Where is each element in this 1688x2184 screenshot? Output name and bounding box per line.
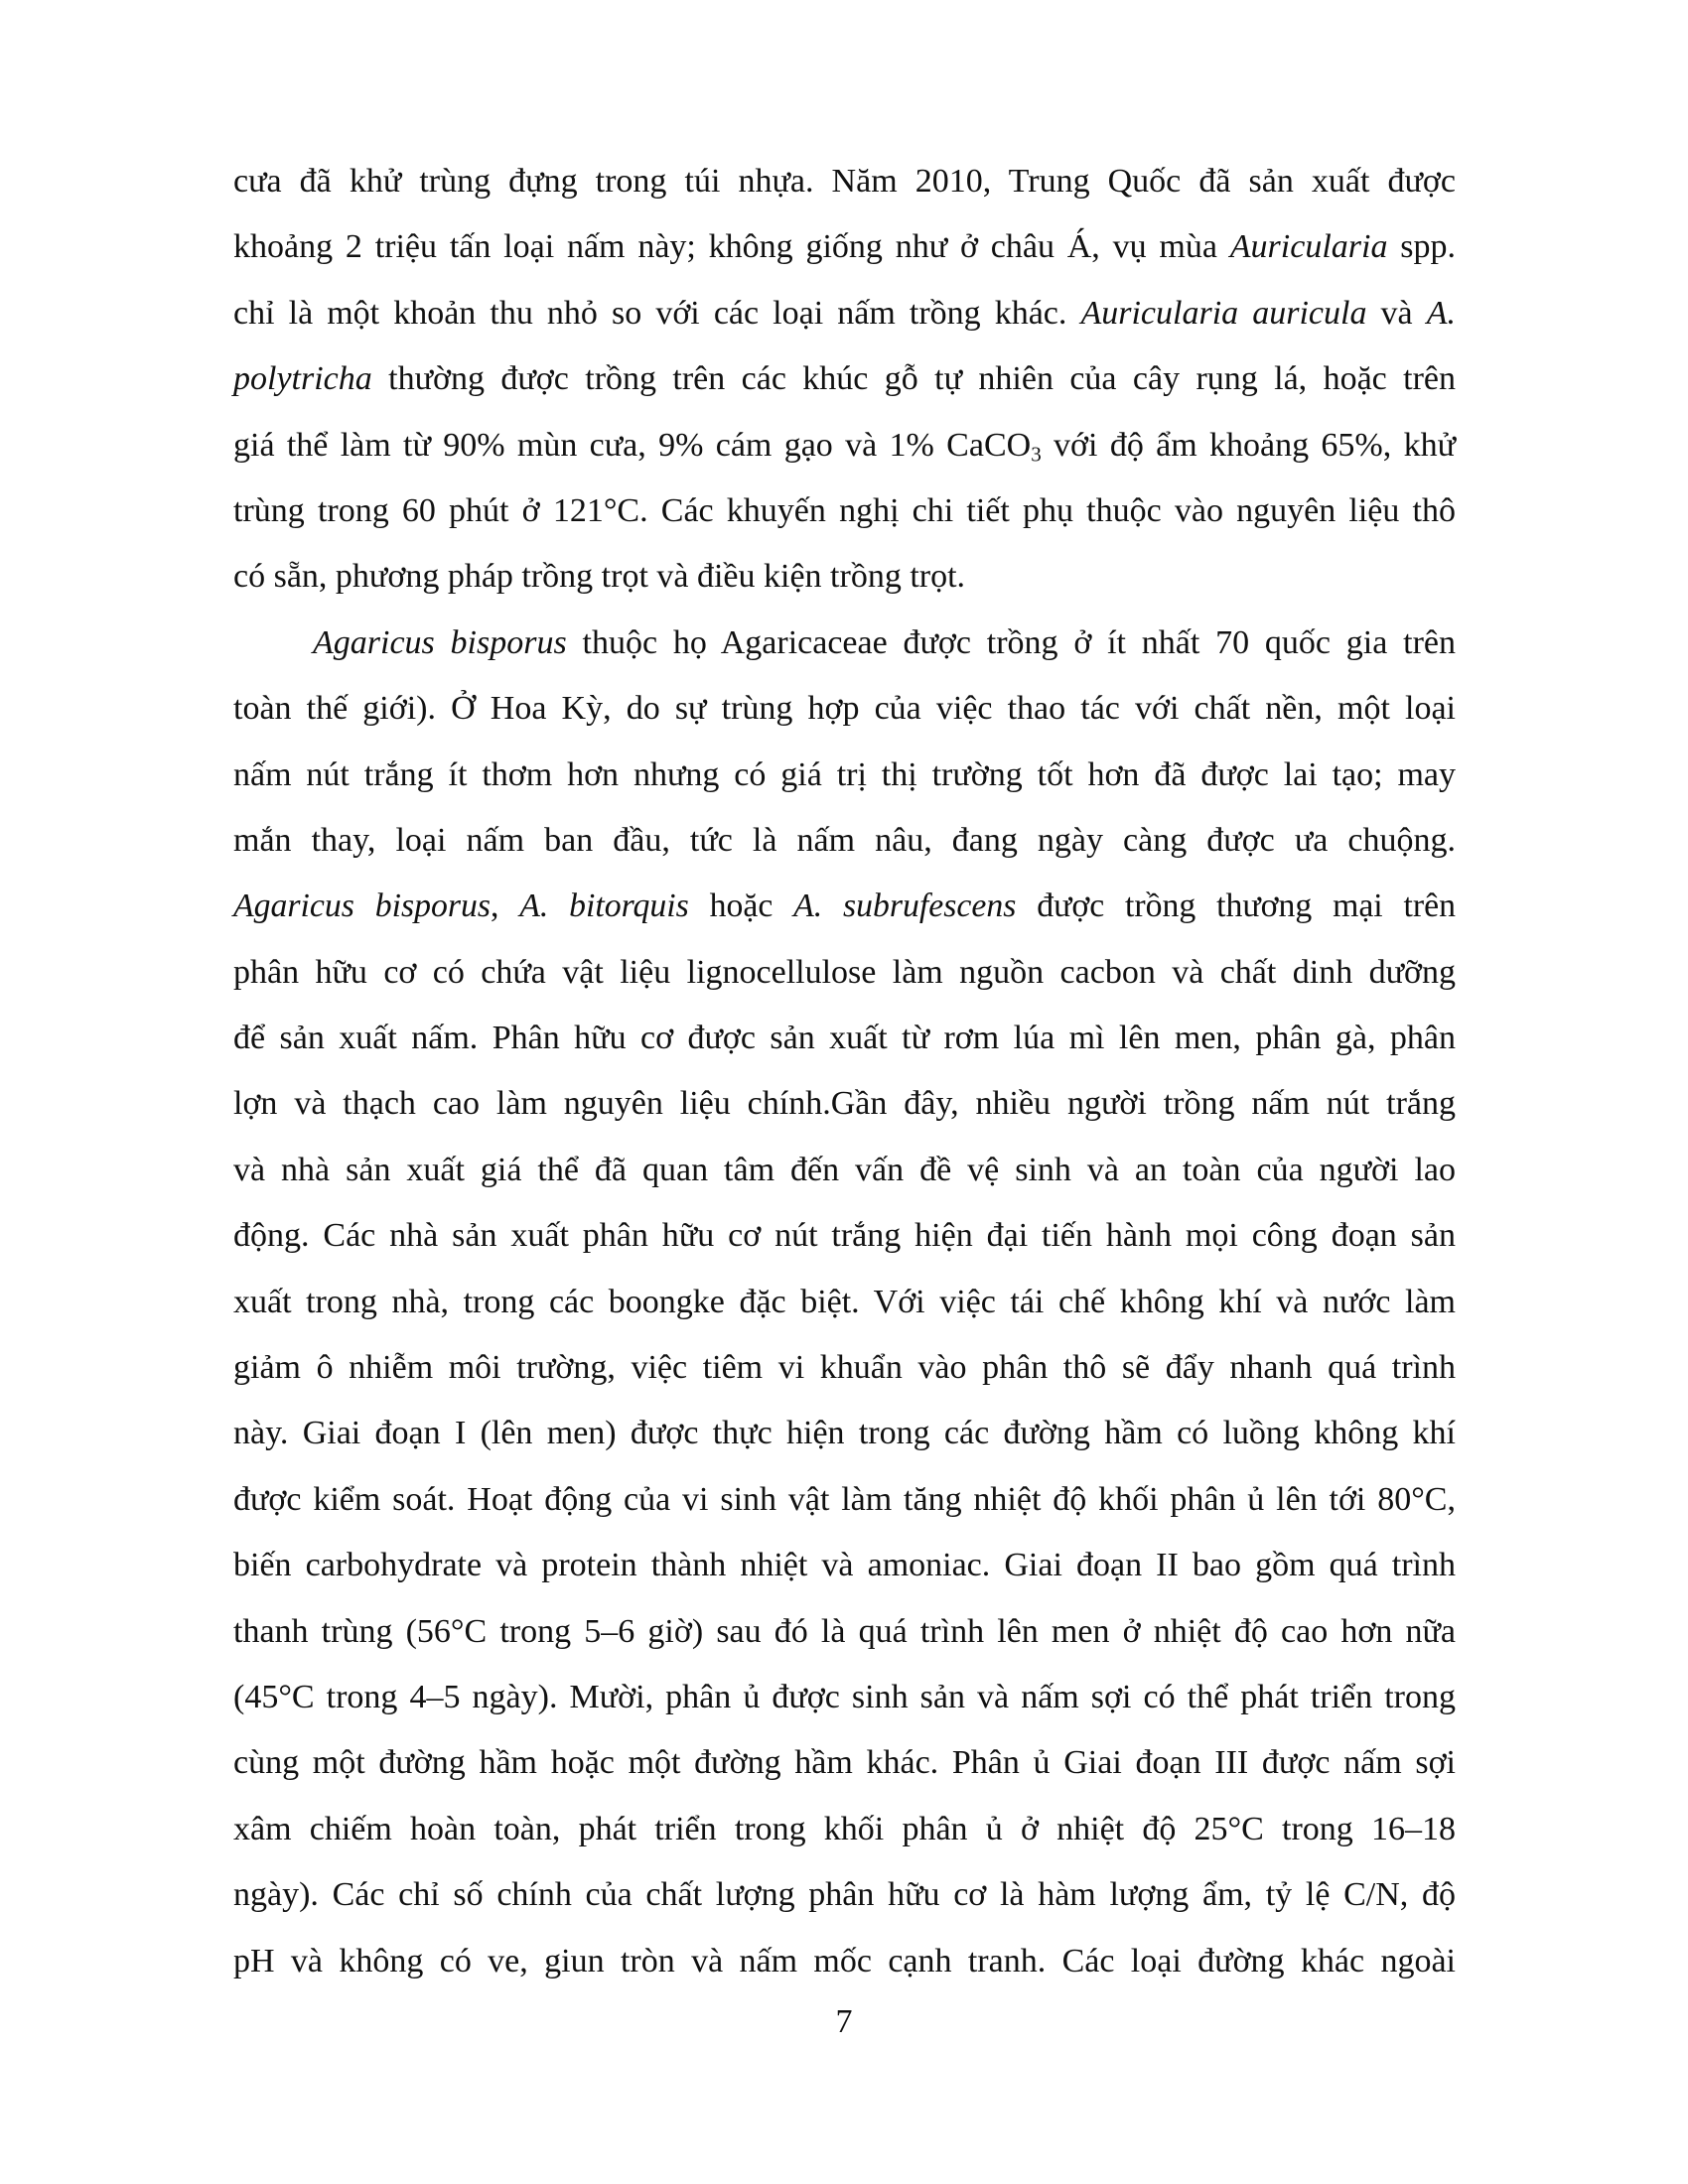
- text-line: lợn và thạch cao làm nguyên liệu chính.Gần đây, nhiều người trồng nấm nút trắng: [233, 1085, 1456, 1123]
- text-line: biến carbohydrate và protein thành nhiệt và amoniac. Giai đoạn II bao gồm quá trình: [233, 1547, 1456, 1584]
- text-line: phân hữu cơ có chứa vật liệu lignocellulose làm nguồn cacbon và chất dinh dưỡng: [233, 953, 1456, 991]
- species-name: A. subrufescens: [793, 887, 1017, 925]
- text-line: này. Giai đoạn I (lên men) được thực hiện trong các đường hầm có luồng không khí: [233, 1415, 1456, 1452]
- text-line: thanh trùng (56°C trong 5–6 giờ) sau đó là quá trình lên men ở nhiệt độ cao hơn nữa: [233, 1612, 1456, 1650]
- body-text: [233, 149, 1456, 1994]
- text-line: khoảng 2 triệu tấn loại nấm này; không giống như ở châu Á, vụ mùa Auricularia spp.: [233, 228, 1456, 266]
- paragraph-auricularia: [233, 149, 1456, 611]
- text-line: (45°C trong 4–5 ngày). Mười, phân ủ được sinh sản và nấm sợi có thể phát triển trong: [233, 1678, 1456, 1715]
- text-line: cưa đã khử trùng đựng trong túi nhựa. Năm 2010, Trung Quốc đã sản xuất được: [233, 163, 1456, 200]
- subscript: 3: [1031, 441, 1042, 466]
- text-line: chỉ là một khoản thu nhỏ so với các loại nấm trồng khác. Auricularia auricula và A.: [233, 294, 1456, 332]
- text-line: để sản xuất nấm. Phân hữu cơ được sản xuất từ rơm lúa mì lên men, phân gà, phân: [233, 1020, 1456, 1057]
- species-name: Agaricus bisporus: [233, 887, 491, 925]
- text-line: giá thể làm từ 90% mùn cưa, 9% cám gạo và 1% CaCO$_3$ với độ ẩm khoảng 65%, khử: [233, 426, 1456, 466]
- text-line: cùng một đường hầm hoặc một đường hầm khác. Phân ủ Giai đoạn III được nấm sợi: [233, 1744, 1456, 1782]
- text-line: và nhà sản xuất giá thể đã quan tâm đến vấn đề vệ sinh và an toàn của người lao: [233, 1151, 1456, 1188]
- species-name: Agaricus bisporus: [313, 623, 567, 661]
- text-line: Agaricus bisporus thuộc họ Agaricaceae được trồng ở ít nhất 70 quốc gia trên: [313, 623, 1456, 661]
- text-line: có sẵn, phương pháp trồng trọt và điều kiện trồng trọt.: [233, 558, 966, 596]
- text-line: ngày). Các chỉ số chính của chất lượng phân hữu cơ là hàm lượng ẩm, tỷ lệ C/N, độ: [233, 1876, 1456, 1914]
- species-name: Auricularia auricula: [1080, 294, 1367, 332]
- text-line: xâm chiếm hoàn toàn, phát triển trong khối phân ủ ở nhiệt độ 25°C trong 16–18: [233, 1810, 1456, 1847]
- species-name: polytricha: [233, 360, 372, 398]
- species-name: A. bitorquis: [519, 887, 689, 925]
- text-line: polytricha thường được trồng trên các khúc gỗ tự nhiên của cây rụng lá, hoặc trên: [233, 360, 1456, 398]
- text-line: được kiểm soát. Hoạt động của vi sinh vật làm tăng nhiệt độ khối phân ủ lên tới 80°C,: [233, 1480, 1456, 1518]
- text-line: động. Các nhà sản xuất phân hữu cơ nút trắng hiện đại tiến hành mọi công đoạn sản: [233, 1217, 1456, 1255]
- text-line: trùng trong 60 phút ở 121°C. Các khuyến nghị chi tiết phụ thuộc vào nguyên liệu thô: [233, 491, 1456, 529]
- text-line: Agaricus bisporus, A. bitorquis hoặc A. subrufescens được trồng thương mại trên: [233, 887, 1456, 925]
- species-name: Auricularia: [1229, 228, 1388, 266]
- text-line: giảm ô nhiễm môi trường, việc tiêm vi khuẩn vào phân thô sẽ đẩy nhanh quá trình: [233, 1349, 1456, 1387]
- paragraph-agaricus: [233, 611, 1456, 1994]
- page-number: 7: [835, 2003, 853, 2040]
- text-line: toàn thế giới). Ở Hoa Kỳ, do sự trùng hợp của việc thao tác với chất nền, một loại: [233, 690, 1456, 728]
- text-line: nấm nút trắng ít thơm hơn nhưng có giá trị thị trường tốt hơn đã được lai tạo; may: [233, 755, 1456, 793]
- text-line: mắn thay, loại nấm ban đầu, tức là nấm nâu, đang ngày càng được ưa chuộng.: [233, 821, 1456, 859]
- text-line: pH và không có ve, giun tròn và nấm mốc cạnh tranh. Các loại đường khác ngoài: [233, 1942, 1456, 1979]
- species-name: A.: [1426, 294, 1456, 332]
- text-line: xuất trong nhà, trong các boongke đặc biệt. Với việc tái chế không khí và nước làm: [233, 1283, 1456, 1320]
